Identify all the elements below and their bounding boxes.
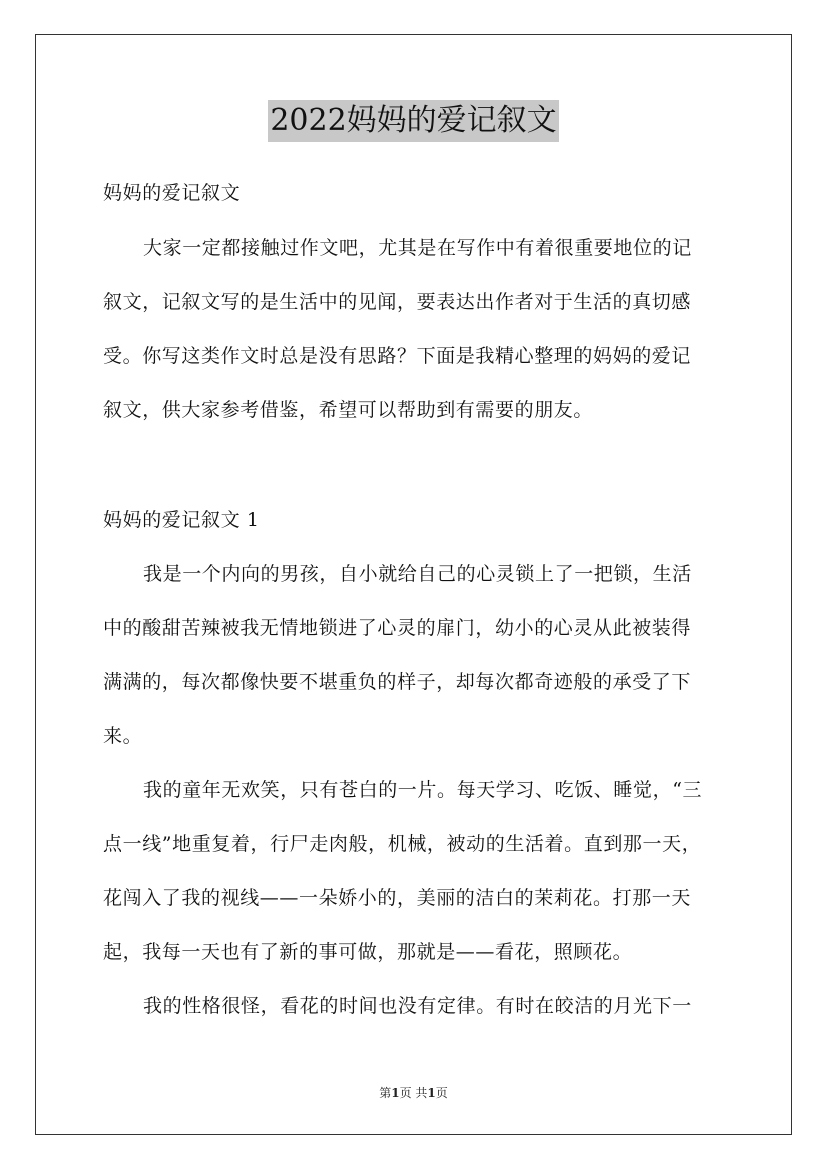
paragraph-line: 受。你写这类作文时总是没有思路？下面是我精心整理的妈妈的爱记 (103, 345, 692, 367)
paragraph-line: 点一线”地重复着，行尸走肉般，机械，被动的生活着。直到那一天， (103, 833, 702, 855)
paragraph-line: 满满的，每次都像快要不堪重负的样子，却每次都奇迹般的承受了下 (103, 671, 692, 693)
paragraph-line: 我的童年无欢笑，只有苍白的一片。每天学习、吃饭、睡觉，“三 (143, 779, 703, 801)
footer-prefix: 第 (379, 1086, 392, 1100)
paragraph-line: 叙文，供大家参考借鉴，希望可以帮助到有需要的朋友。 (103, 399, 594, 421)
section-heading: 妈妈的爱记叙文 1 (103, 509, 260, 531)
paragraph-line: 我的性格很怪，看花的时间也没有定律。有时在皎洁的月光下一 (143, 995, 692, 1017)
footer-mid: 页 共 (399, 1086, 428, 1100)
title-container (0, 100, 827, 142)
total-page-number: 1 (427, 1086, 436, 1100)
section-heading: 妈妈的爱记叙文 (103, 182, 241, 204)
current-page-number: 1 (391, 1086, 400, 1100)
paragraph-line: 叙文，记叙文写的是生活中的见闻，要表达出作者对于生活的真切感 (103, 291, 692, 313)
document-title: 2022妈妈的爱记叙文 (268, 100, 558, 142)
paragraph-line: 我是一个内向的男孩，自小就给自己的心灵锁上了一把锁，生活 (143, 563, 692, 585)
footer-suffix: 页 (435, 1086, 448, 1100)
paragraph-line: 起，我每一天也有了新的事可做，那就是——看花，照顾花。 (103, 941, 633, 963)
paragraph-line: 大家一定都接触过作文吧，尤其是在写作中有着很重要地位的记 (143, 237, 692, 259)
page-footer (0, 1084, 827, 1101)
paragraph-line: 花闯入了我的视线——一朵娇小的，美丽的洁白的茉莉花。打那一天 (103, 887, 692, 909)
paragraph-line: 来。 (103, 725, 143, 747)
paragraph-line: 中的酸甜苦辣被我无情地锁进了心灵的扉门，幼小的心灵从此被装得 (103, 617, 692, 639)
